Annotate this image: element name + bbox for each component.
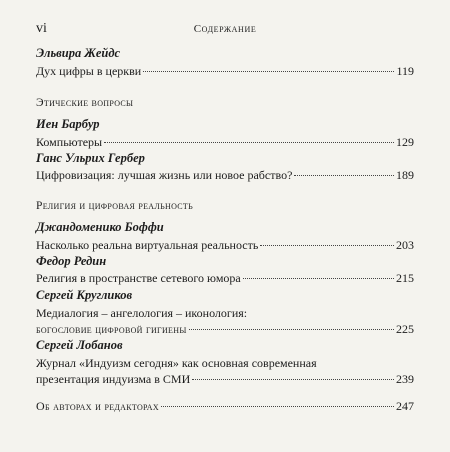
entry-page-number: 239 — [396, 372, 414, 386]
author-name: Сергей Лобанов — [36, 338, 123, 352]
author-name: Федор Редин — [36, 254, 107, 268]
dot-leader — [294, 175, 394, 176]
running-title: Содержание — [193, 23, 257, 35]
section-heading: Религия и цифровая реальность — [36, 200, 193, 212]
author-name: Эльвира Жейдс — [36, 46, 121, 60]
page-number: vi — [36, 21, 47, 36]
author-name: Сергей Кругликов — [36, 288, 133, 302]
dot-leader — [243, 278, 394, 279]
entry-title: Дух цифры в церкви — [36, 64, 142, 78]
dot-leader — [104, 142, 394, 143]
entry-title: Насколько реальна виртуальная реальность — [36, 238, 259, 252]
entry-title-continued: богословие цифровой гигиены — [36, 322, 187, 336]
entry-title: Религия в пространстве сетевого юмора — [36, 271, 241, 285]
entry-page-number: 215 — [396, 271, 414, 285]
toc-entry[interactable] — [36, 64, 414, 79]
page-header — [36, 21, 414, 37]
dot-leader — [189, 329, 394, 330]
dot-leader — [260, 245, 394, 246]
entry-title-continued: презентация индуизма в СМИ — [36, 372, 191, 386]
entry-page-number: 189 — [396, 168, 414, 182]
dot-leader — [161, 406, 394, 407]
dot-leader — [192, 379, 394, 380]
entry-title: Медиалогия – ангелология – иконология: — [36, 306, 248, 320]
entry-page-number: 129 — [396, 135, 414, 149]
toc-entry[interactable] — [36, 238, 414, 253]
author-name: Джандоменико Боффи — [36, 220, 164, 234]
toc-entry[interactable] — [36, 135, 414, 150]
toc-entry[interactable] — [36, 168, 414, 183]
entry-page-number: 203 — [396, 238, 414, 252]
entry-title: Цифровизация: лучшая жизнь или новое рабство? — [36, 168, 293, 182]
section-heading: Этические вопросы — [36, 97, 134, 109]
entry-page-number: 119 — [396, 64, 414, 78]
toc-entry[interactable] — [36, 399, 414, 414]
toc-entry[interactable] — [36, 322, 414, 337]
entry-title: Компьютеры — [36, 135, 103, 149]
author-name: Иен Барбур — [36, 117, 100, 131]
toc-entry[interactable] — [36, 372, 414, 387]
toc-entry[interactable] — [36, 271, 414, 286]
entry-title: Об авторах и редакторах — [36, 399, 159, 413]
entry-title: Журнал «Индуизм сегодня» как основная современная — [36, 356, 317, 370]
entry-page-number: 225 — [396, 322, 414, 336]
dot-leader — [143, 71, 394, 72]
author-name: Ганс Ульрих Гербер — [36, 151, 145, 165]
entry-page-number: 247 — [396, 399, 414, 413]
